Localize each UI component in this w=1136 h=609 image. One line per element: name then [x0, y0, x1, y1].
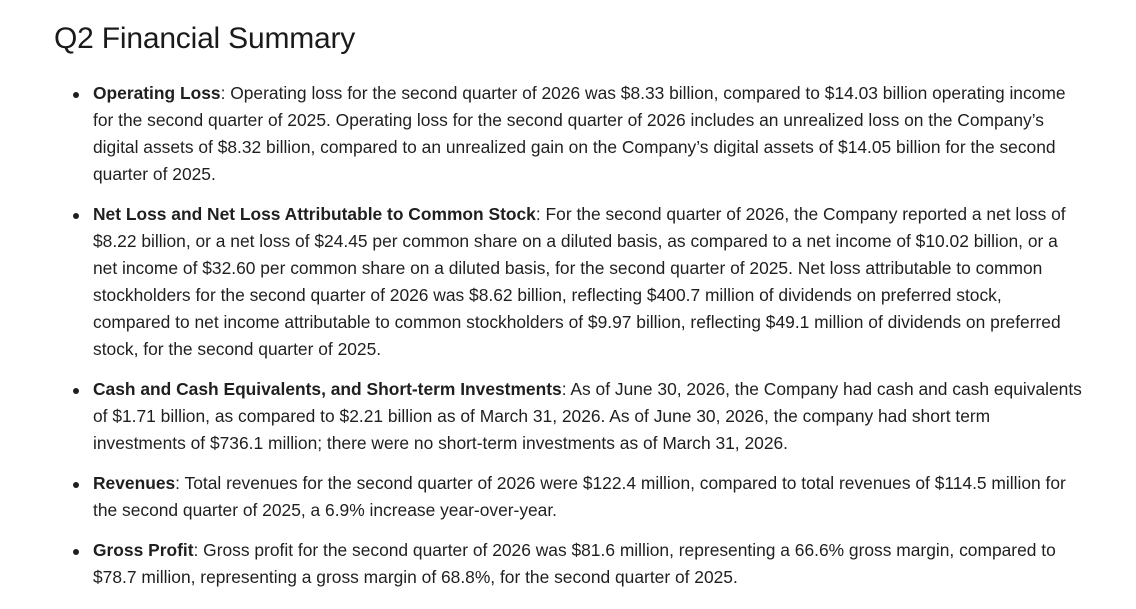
label-separator: :: [175, 473, 185, 493]
item-text: As of June 30, 2026, the Company had cash and cash equivalents of $1.71 billion, as compared to $2.21 billion as of March 31, 2026. As of June 30, 2026, the company had short term investments of $736.1 million; there were no short-term investments as of March 31, 2026.: [93, 379, 1082, 453]
item-label: Operating Loss: [93, 83, 221, 103]
label-separator: :: [220, 83, 231, 103]
bullet-icon: [73, 482, 79, 488]
item-text: Gross profit for the second quarter of 2026 was $81.6 million, representing a 66.6% gross margin, compared to $78.7 million, representing a gross margin of 68.8%, for the second quarter of 2025.: [93, 540, 1056, 587]
list-item-cash-and-investments: [54, 376, 1082, 457]
summary-list: [54, 80, 1082, 591]
list-item-operating-loss: [54, 80, 1082, 188]
item-label: Gross Profit: [93, 540, 194, 560]
list-item-net-loss: [54, 201, 1082, 363]
item-label: Cash and Cash Equivalents, and Short-term Investments: [93, 379, 562, 399]
list-item-revenues: [54, 470, 1082, 524]
label-separator: :: [561, 379, 571, 399]
item-label: Net Loss and Net Loss Attributable to Common Stock: [93, 204, 536, 224]
bullet-icon: [73, 92, 79, 98]
item-text: For the second quarter of 2026, the Company reported a net loss of $8.22 billion, or a net loss of $24.45 per common share on a diluted basis, as compared to a net income of $10.02 billion, or a net income of $32.60 per common share on a diluted basis, for the second quarter of 2025. Net loss attributable to common stockholders for the second quarter of 2026 was $8.62 billion, reflecting $400.7 million of dividends on preferred stock, compared to net income attributable to common stockholders of $9.97 billion, reflecting $49.1 million of dividends on preferred stock, for the second quarter of 2025.: [93, 204, 1066, 359]
label-separator: :: [535, 204, 546, 224]
label-separator: :: [193, 540, 204, 560]
bullet-icon: [73, 388, 79, 394]
page-title: Q2 Financial Summary: [54, 22, 356, 55]
item-text: Total revenues for the second quarter of 2026 were $122.4 million, compared to total revenues of $114.5 million for the second quarter of 2025, a 6.9% increase year-over-year.: [93, 473, 1066, 520]
item-label: Revenues: [93, 473, 176, 493]
bullet-icon: [73, 213, 79, 219]
item-text: Operating loss for the second quarter of 2026 was $8.33 billion, compared to $14.03 billion operating income for the second quarter of 2025. Operating loss for the second quarter of 2026 includes an unrealized loss on the Company’s digital assets of $8.32 billion, compared to an unrealized gain on the Company’s digital assets of $14.05 billion for the second quarter of 2025.: [93, 83, 1066, 184]
list-item-gross-profit: [54, 537, 1082, 591]
bullet-icon: [73, 549, 79, 555]
